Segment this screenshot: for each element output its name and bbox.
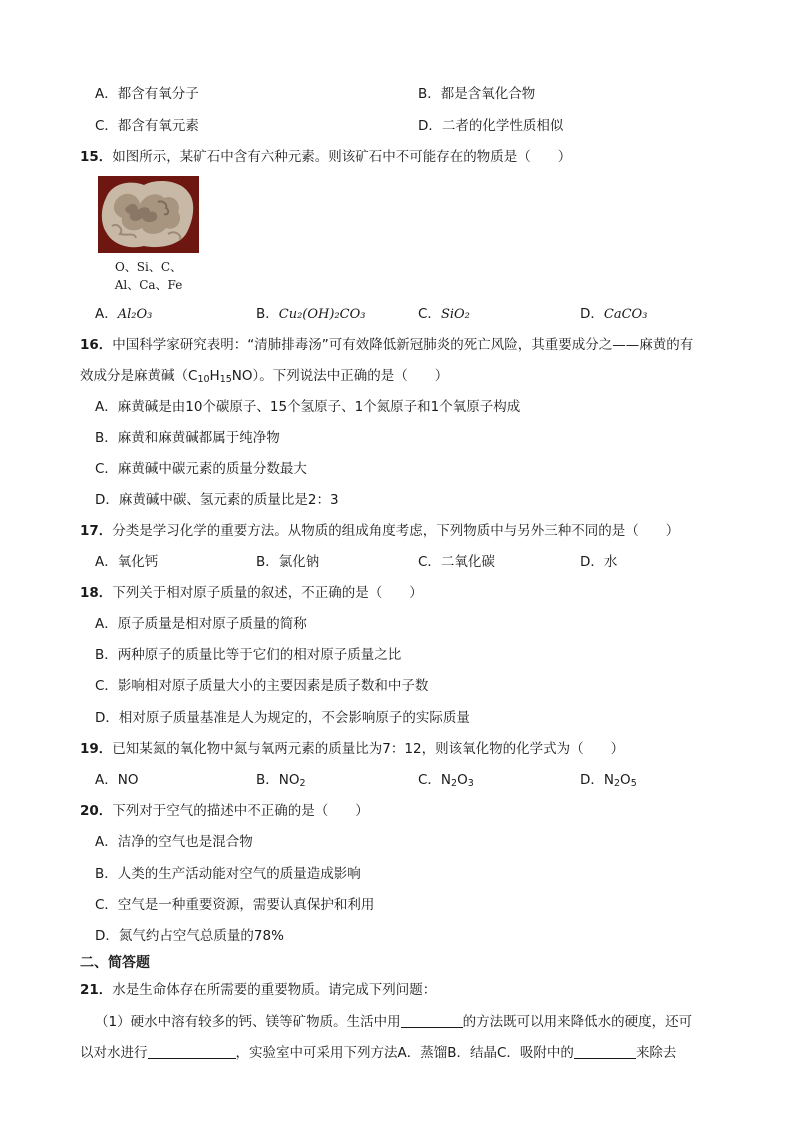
q14-option-c: C．都含有氧元素	[95, 118, 199, 134]
q17-option-b: B．氯化钠	[256, 554, 320, 570]
q19-option-c: C．$N_2O_3$	[418, 772, 474, 789]
q15-formula-a: Al₂O₃	[117, 307, 153, 322]
q18-option-d: D．相对原子质量基准是人为规定的，不会影响原子的实际质量	[95, 710, 470, 726]
q15-formula-d: CaCO₃	[603, 307, 648, 322]
q18-option-c: C．影响相对原子质量大小的主要因素是质子数和中子数	[95, 678, 429, 694]
q18-option-b: B．两种原子的质量比等于它们的相对原子质量之比	[95, 647, 402, 663]
q19-option-b: B．$NO_2$	[256, 772, 306, 789]
mineral-caption-line1: O、Si、C、	[114, 260, 183, 274]
q15-option-a: A．Al₂O₃	[95, 306, 153, 322]
q20-option-b: B．人类的生产活动能对空气的质量造成影响	[95, 866, 361, 882]
q17-option-c: C．二氧化碳	[418, 554, 495, 570]
q21-stem: 21．水是生命体存在所需要的重要物质。请完成下列问题：	[80, 982, 437, 998]
q17-number: 17．	[80, 523, 113, 539]
q20-option-a: A．洁净的空气也是混合物	[95, 834, 253, 850]
q21-number: 21．	[80, 982, 113, 998]
answer-blank-1[interactable]	[401, 1013, 463, 1028]
section-title: 二、简答题	[80, 955, 150, 971]
q21-part1-line2: 以对水进行 ，实验室中可采用下列方法A．蒸馏B．结晶C．吸附中的 来除去	[80, 1045, 677, 1061]
q15-formula-c: SiO₂	[440, 307, 470, 322]
q18-number: 18．	[80, 585, 113, 601]
q20-number: 20．	[80, 803, 113, 819]
q16-stem-line2: 效成分是麻黄碱$(C_{10}H_{15}NO)$。下列说法中正确的是（ ）	[80, 368, 449, 385]
q15-option-d: D．CaCO₃	[580, 306, 648, 322]
q19-number: 19．	[80, 741, 113, 757]
mineral-rock-icon	[98, 176, 199, 253]
q20-stem: 20．下列对于空气的描述中不正确的是（ ）	[80, 803, 369, 819]
q16-option-d: D．麻黄碱中碳、氢元素的质量比是2：3	[95, 492, 339, 508]
mineral-caption-line2: Al、Ca、Fe	[114, 278, 183, 292]
q15-formula-b: Cu₂(OH)₂CO₃	[278, 307, 366, 322]
q19-option-a: A．NO	[95, 772, 139, 788]
q16-option-a: A．麻黄碱是由10个碳原子、15个氢原子、1个氮原子和1个氧原子构成	[95, 399, 521, 415]
q15-option-b: B．Cu₂(OH)₂CO₃	[256, 306, 366, 322]
q17-option-d: D．水	[580, 554, 618, 570]
q16-option-b: B．麻黄和麻黄碱都属于纯净物	[95, 430, 280, 446]
q21-part1-line1: （1）硬水中溶有较多的钙、镁等矿物质。生活中用 的方法既可以用来降低水的硬度，还可	[95, 1014, 693, 1030]
mineral-image	[98, 176, 199, 253]
q15-option-c: C．SiO₂	[418, 306, 470, 322]
q20-option-d: D．氮气约占空气总质量的78%	[95, 928, 284, 944]
q20-option-c: C．空气是一种重要资源，需要认真保护和利用	[95, 897, 375, 913]
q14-option-d: D．二者的化学性质相似	[418, 118, 564, 134]
answer-blank-3[interactable]	[574, 1044, 636, 1059]
q16-number: 16．	[80, 337, 113, 353]
q16-stem-line1: 16．中国科学家研究表明：“清肺排毒汤”可有效降低新冠肺炎的死亡风险，其重要成分之——麻黄的有	[80, 337, 694, 353]
q15-number: 15．	[80, 149, 113, 165]
q18-option-a: A．原子质量是相对原子质量的简称	[95, 616, 307, 632]
q15-stem	[80, 145, 571, 165]
q17-option-a: A．氧化钙	[95, 554, 159, 570]
q17-stem: 17．分类是学习化学的重要方法。从物质的组成角度考虑，下列物质中与另外三种不同的是（ ）	[80, 523, 680, 539]
q16-option-c: C．麻黄碱中碳元素的质量分数最大	[95, 461, 307, 477]
q18-stem: 18．下列关于相对原子质量的叙述，不正确的是（ ）	[80, 585, 423, 601]
q19-option-d: D．$N_2O_5$	[580, 772, 637, 789]
q19-stem: 19．已知某氮的氧化物中氮与氧两元素的质量比为7：12，则该氧化物的化学式为（ ）	[80, 741, 625, 757]
q15-text: 如图所示，某矿石中含有六种元素。则该矿石中不可能存在的物质是（ ）	[112, 149, 572, 165]
q14-option-b: B．都是含氧化合物	[418, 86, 536, 102]
q14-option-a: A．都含有氧分子	[95, 86, 199, 102]
answer-blank-2[interactable]	[148, 1044, 236, 1059]
